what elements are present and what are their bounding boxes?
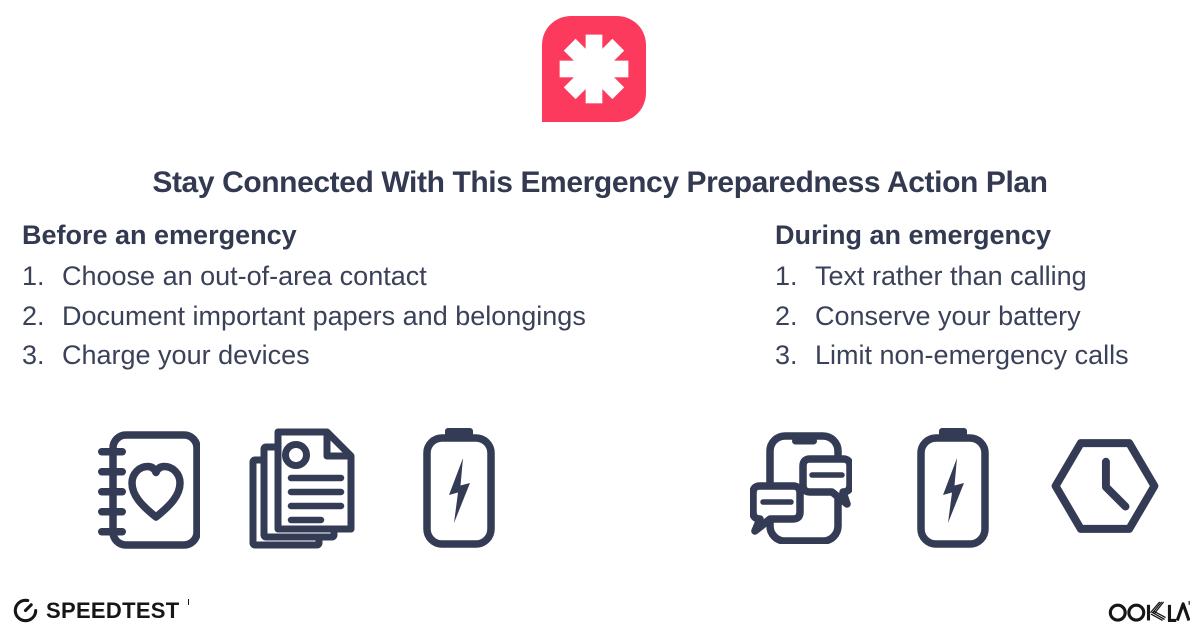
battery-charge-icon: [423, 428, 495, 548]
list-number: 2.: [22, 300, 45, 331]
during-list: [775, 257, 1195, 376]
phone-messages-icon: [750, 432, 852, 544]
speedtest-logo: [12, 597, 189, 624]
ookla-logo: [1108, 598, 1190, 622]
during-column: [775, 220, 1195, 376]
list-item-text: Choose an out-of-area contact: [62, 261, 427, 291]
list-item: [775, 297, 1195, 337]
list-number: 3.: [775, 340, 798, 370]
speedtest-gauge-icon: [12, 597, 39, 624]
list-number: 1.: [22, 261, 45, 291]
list-item: [22, 297, 722, 337]
battery-charge-icon: [917, 428, 989, 548]
emergency-asterisk-icon: [540, 14, 648, 128]
before-heading: Before an emergency: [22, 220, 297, 250]
contacts-notebook-icon: [95, 430, 200, 550]
list-item: [22, 336, 722, 376]
list-item-text: Conserve your battery: [815, 300, 1081, 331]
list-item: [22, 257, 722, 297]
list-number: 1.: [775, 261, 798, 291]
trademark-tick: [188, 599, 190, 605]
clock-hexagon-icon: [1050, 434, 1160, 538]
before-list: [22, 257, 722, 376]
list-item-text: Limit non-emergency calls: [815, 340, 1129, 370]
list-item-text: Charge your devices: [62, 340, 310, 370]
list-number: 2.: [775, 300, 798, 331]
list-item: [775, 336, 1195, 376]
list-item-text: Document important papers and belongings: [62, 300, 586, 331]
documents-stack-icon: [248, 424, 358, 552]
list-number: 3.: [22, 340, 45, 370]
list-item: [775, 257, 1195, 297]
during-heading: During an emergency: [775, 220, 1052, 250]
before-column: [22, 220, 722, 376]
page-title: Stay Connected With This Emergency Preparedness Action Plan: [152, 166, 1048, 200]
list-item-text: Text rather than calling: [815, 261, 1087, 291]
speedtest-wordmark: SPEEDTEST: [46, 597, 180, 623]
